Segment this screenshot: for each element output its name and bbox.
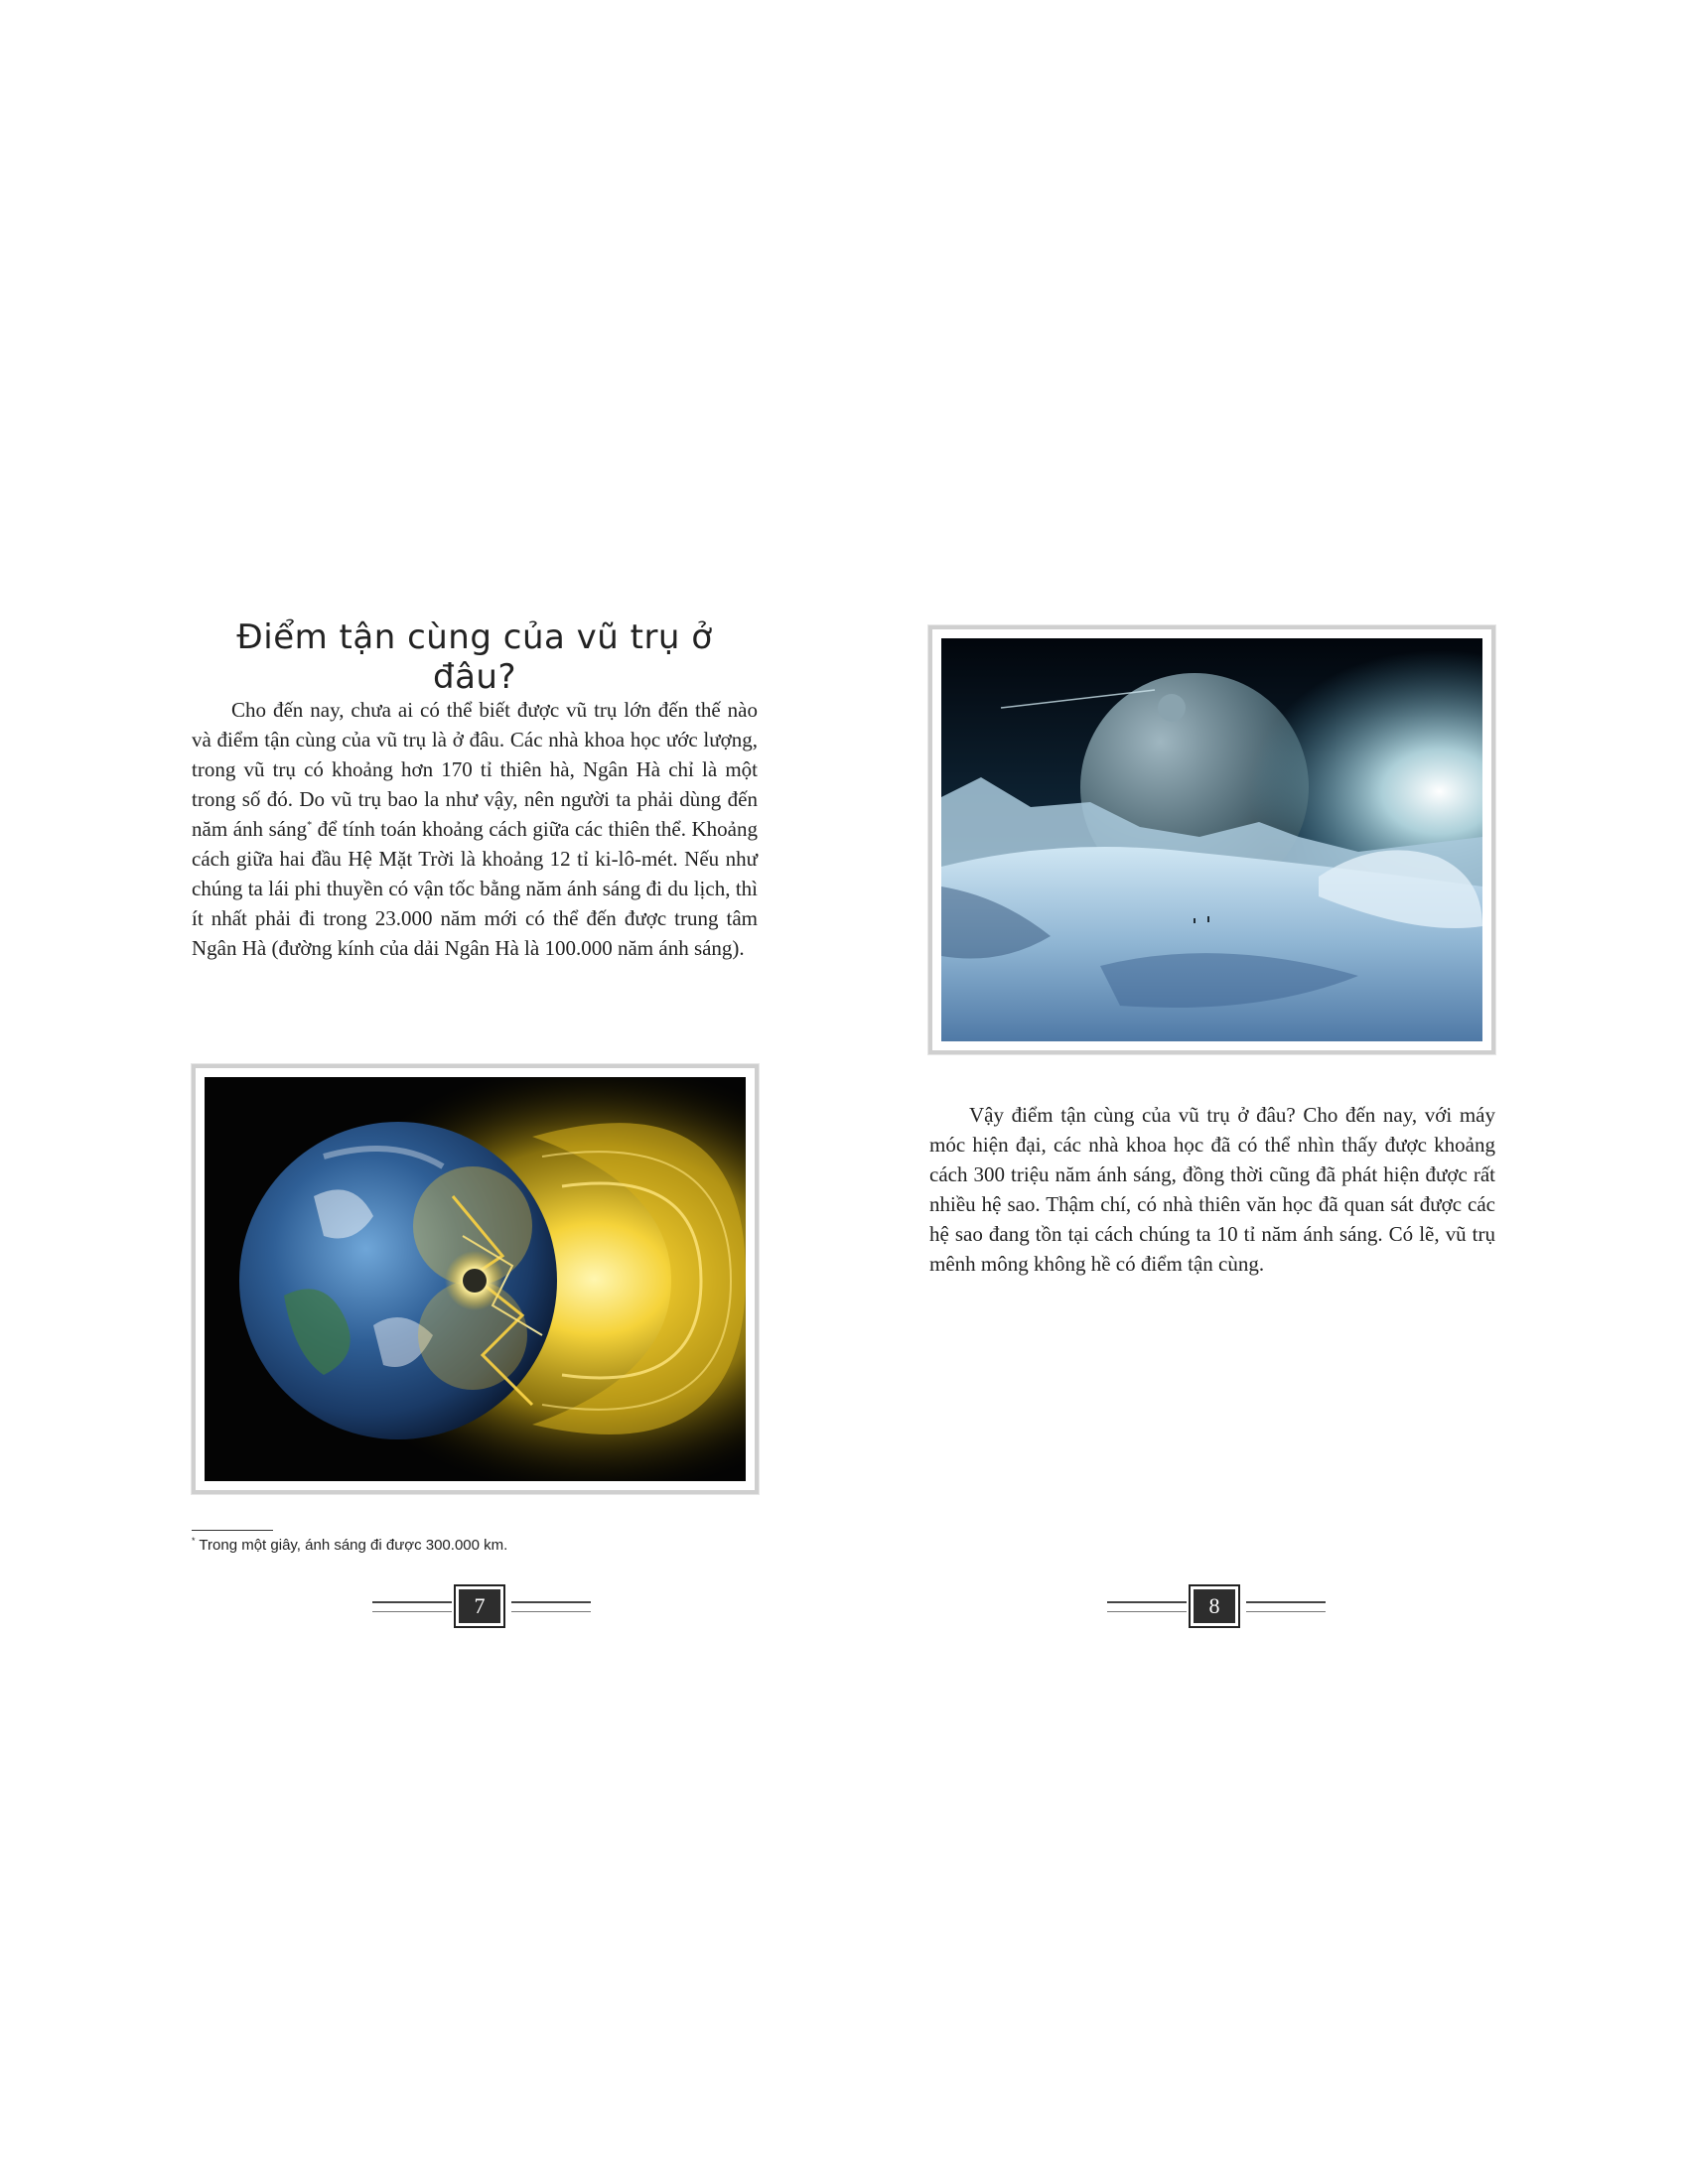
footnote-text: Trong một giây, ánh sáng đi được 300.000 km. — [199, 1537, 508, 1554]
page-number-box — [454, 1584, 505, 1628]
page-number-right — [1107, 1584, 1326, 1630]
page-number-value: 7 — [459, 1589, 500, 1623]
right-paragraph — [929, 1100, 1495, 1279]
left-paragraph — [192, 695, 758, 963]
icy-planet-photo — [928, 625, 1495, 1054]
page-title: Điểm tận cùng của vũ trụ ở đâu? — [236, 617, 713, 697]
page-number-ornament-left — [1107, 1601, 1187, 1612]
right-paragraph-text: Vậy điểm tận cùng của vũ trụ ở đâu? Cho đến nay, với máy móc hiện đại, các nhà khoa học đã có thể nhìn thấy được khoảng cách 300 triệu năm ánh sáng, đồng thời cũng đã phát hiện được rất nhiều hệ sao. Thậm chí, có nhà thiên văn học đã quan sát được các hệ sao đang tồn tại cách chúng ta 10 tỉ năm ánh sáng. Có lẽ, vũ trụ mênh mông không hề có điểm tận cùng. — [929, 1103, 1495, 1276]
right-page — [844, 0, 1688, 2184]
page-number-left — [372, 1584, 591, 1630]
footnote-divider — [192, 1530, 273, 1531]
page-number-ornament-left — [372, 1601, 452, 1612]
left-paragraph-part-1: Cho đến nay, chưa ai có thể biết được vũ trụ lớn đến thế nào và điểm tận cùng của vũ trụ là ở đâu. Các nhà khoa học ước lượng, trong vũ trụ có khoảng hơn 170 tỉ thiên hà, Ngân Hà chỉ là một trong số đó. Do vũ trụ bao la như vậy, nên người ta phải dùng đến năm ánh sáng — [192, 698, 758, 841]
footnote-marker: * — [192, 1536, 196, 1546]
page-number-ornament-right — [1246, 1601, 1326, 1612]
earth-sun-illustration — [205, 1077, 746, 1481]
icy-planet-illustration — [941, 638, 1482, 1041]
page-number-box — [1189, 1584, 1240, 1628]
page-number-value: 8 — [1194, 1589, 1235, 1623]
page-number-ornament-right — [511, 1601, 591, 1612]
left-paragraph-part-2: để tính toán khoảng cách giữa các thiên thể. Khoảng cách giữa hai đầu Hệ Mặt Trời là khoảng 12 tỉ ki-lô-mét. Nếu như chúng ta lái phi thuyền có vận tốc bằng năm ánh sáng đi du lịch, thì ít nhất phải đi trong 23.000 năm mới có thể đến được trung tâm Ngân Hà (đường kính của dải Ngân Hà là 100.000 năm ánh sáng). — [192, 817, 758, 960]
footnote-reference-mark: * — [307, 820, 313, 831]
footnote — [192, 1537, 507, 1554]
earth-sun-photo — [192, 1064, 759, 1494]
